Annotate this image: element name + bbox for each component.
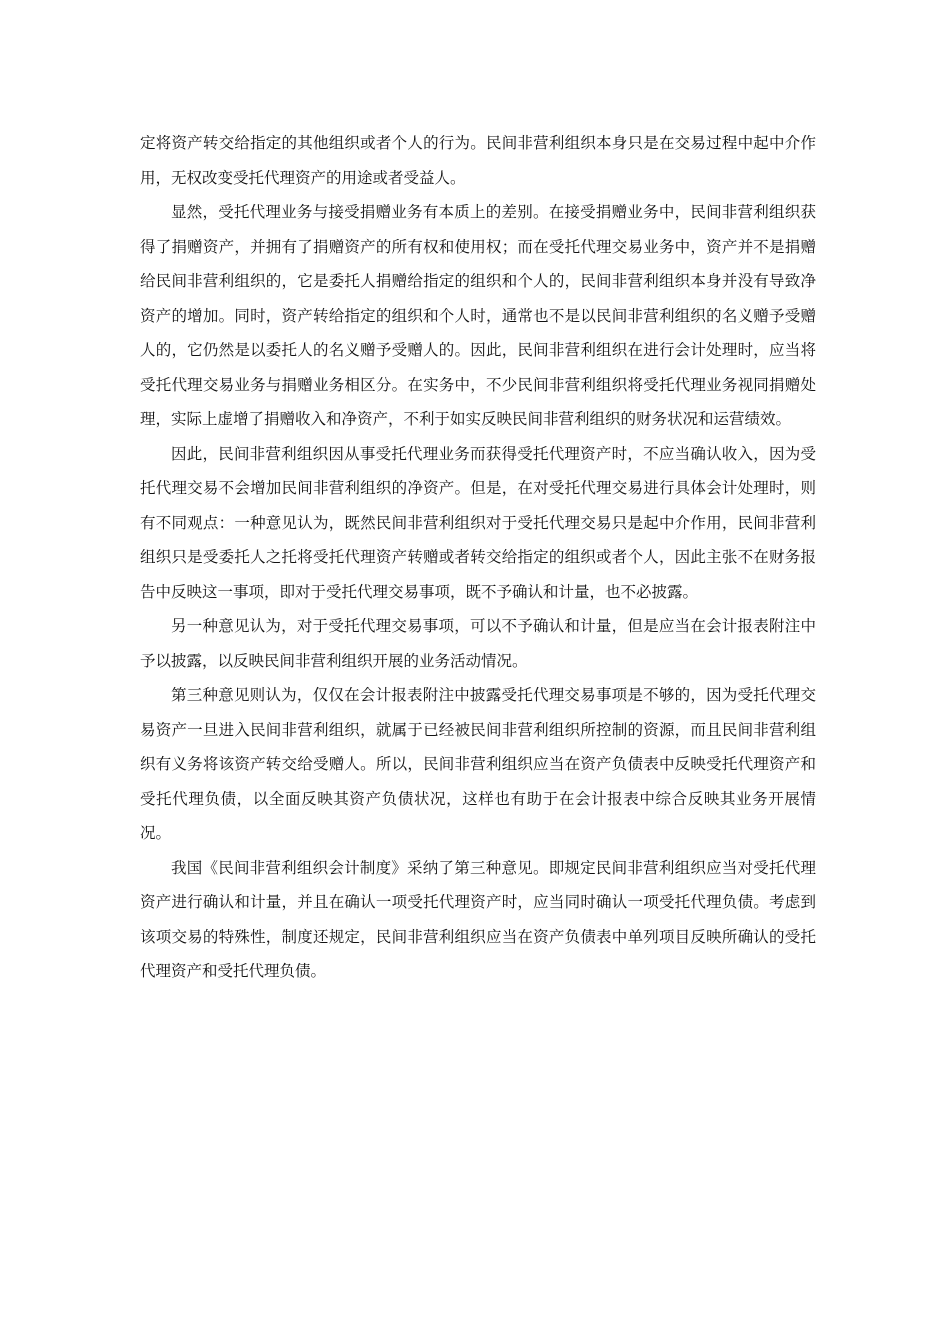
- paragraph-difference: 显然，受托代理业务与接受捐赠业务有本质上的差别。在接受捐赠业务中，民间非营利组织获得了捐赠资产，并拥有了捐赠资产的所有权和使用权；而在受托代理交易业务中，资产并不是捐赠给民间非营利组织的，它是委托人捐赠给指定的组织和个人的，民间非营利组织本身并没有导致净资产的增加。同时，资产转给指定的组织和个人时，通常也不是以民间非营利组织的名义赠予受赠人的，它仍然是以委托人的名义赠予受赠人的。因此，民间非营利组织在进行会计处理时，应当将受托代理交易业务与捐赠业务相区分。在实务中，不少民间非营利组织将受托代理业务视同捐赠处理，实际上虚增了捐赠收入和净资产，不利于如实反映民间非营利组织的财务状况和运营绩效。: [140, 203, 816, 428]
- document-body: [140, 126, 816, 989]
- paragraph-third-view: 第三种意见则认为，仅仅在会计报表附注中披露受托代理交易事项是不够的，因为受托代理交易资产一旦进入民间非营利组织，就属于已经被民间非营利组织所控制的资源，而且民间非营利组织有义务将该资产转交给受赠人。所以，民间非营利组织应当在资产负债表中反映受托代理资产和受托代理负债，以全面反映其资产负债状况，这样也有助于在会计报表中综合反映其业务开展情况。: [140, 686, 816, 842]
- paragraph-regulation: 我国《民间非营利组织会计制度》采纳了第三种意见。即规定民间非营利组织应当对受托代理资产进行确认和计量，并且在确认一项受托代理资产时，应当同时确认一项受托代理负债。考虑到该项交易的特殊性，制度还规定，民间非营利组织应当在资产负债表中单列项目反映所确认的受托代理资产和受托代理负债。: [140, 858, 816, 980]
- paragraph-first-view: 因此，民间非营利组织因从事受托代理业务而获得受托代理资产时，不应当确认收入，因为受托代理交易不会增加民间非营利组织的净资产。但是，在对受托代理交易进行具体会计处理时，则有不同观点：一种意见认为，既然民间非营利组织对于受托代理交易只是起中介作用，民间非营利组织只是受委托人之托将受托代理资产转赠或者转交给指定的组织或者个人，因此主张不在财务报告中反映这一事项，即对于受托代理交易事项，既不予确认和计量，也不必披露。: [140, 444, 816, 601]
- paragraph-second-view: 另一种意见认为，对于受托代理交易事项，可以不予确认和计量，但是应当在会计报表附注中予以披露，以反映民间非营利组织开展的业务活动情况。: [140, 617, 816, 670]
- paragraph-continuation: 定将资产转交给指定的其他组织或者个人的行为。民间非营利组织本身只是在交易过程中起中介作用，无权改变受托代理资产的用途或者受益人。: [140, 134, 816, 187]
